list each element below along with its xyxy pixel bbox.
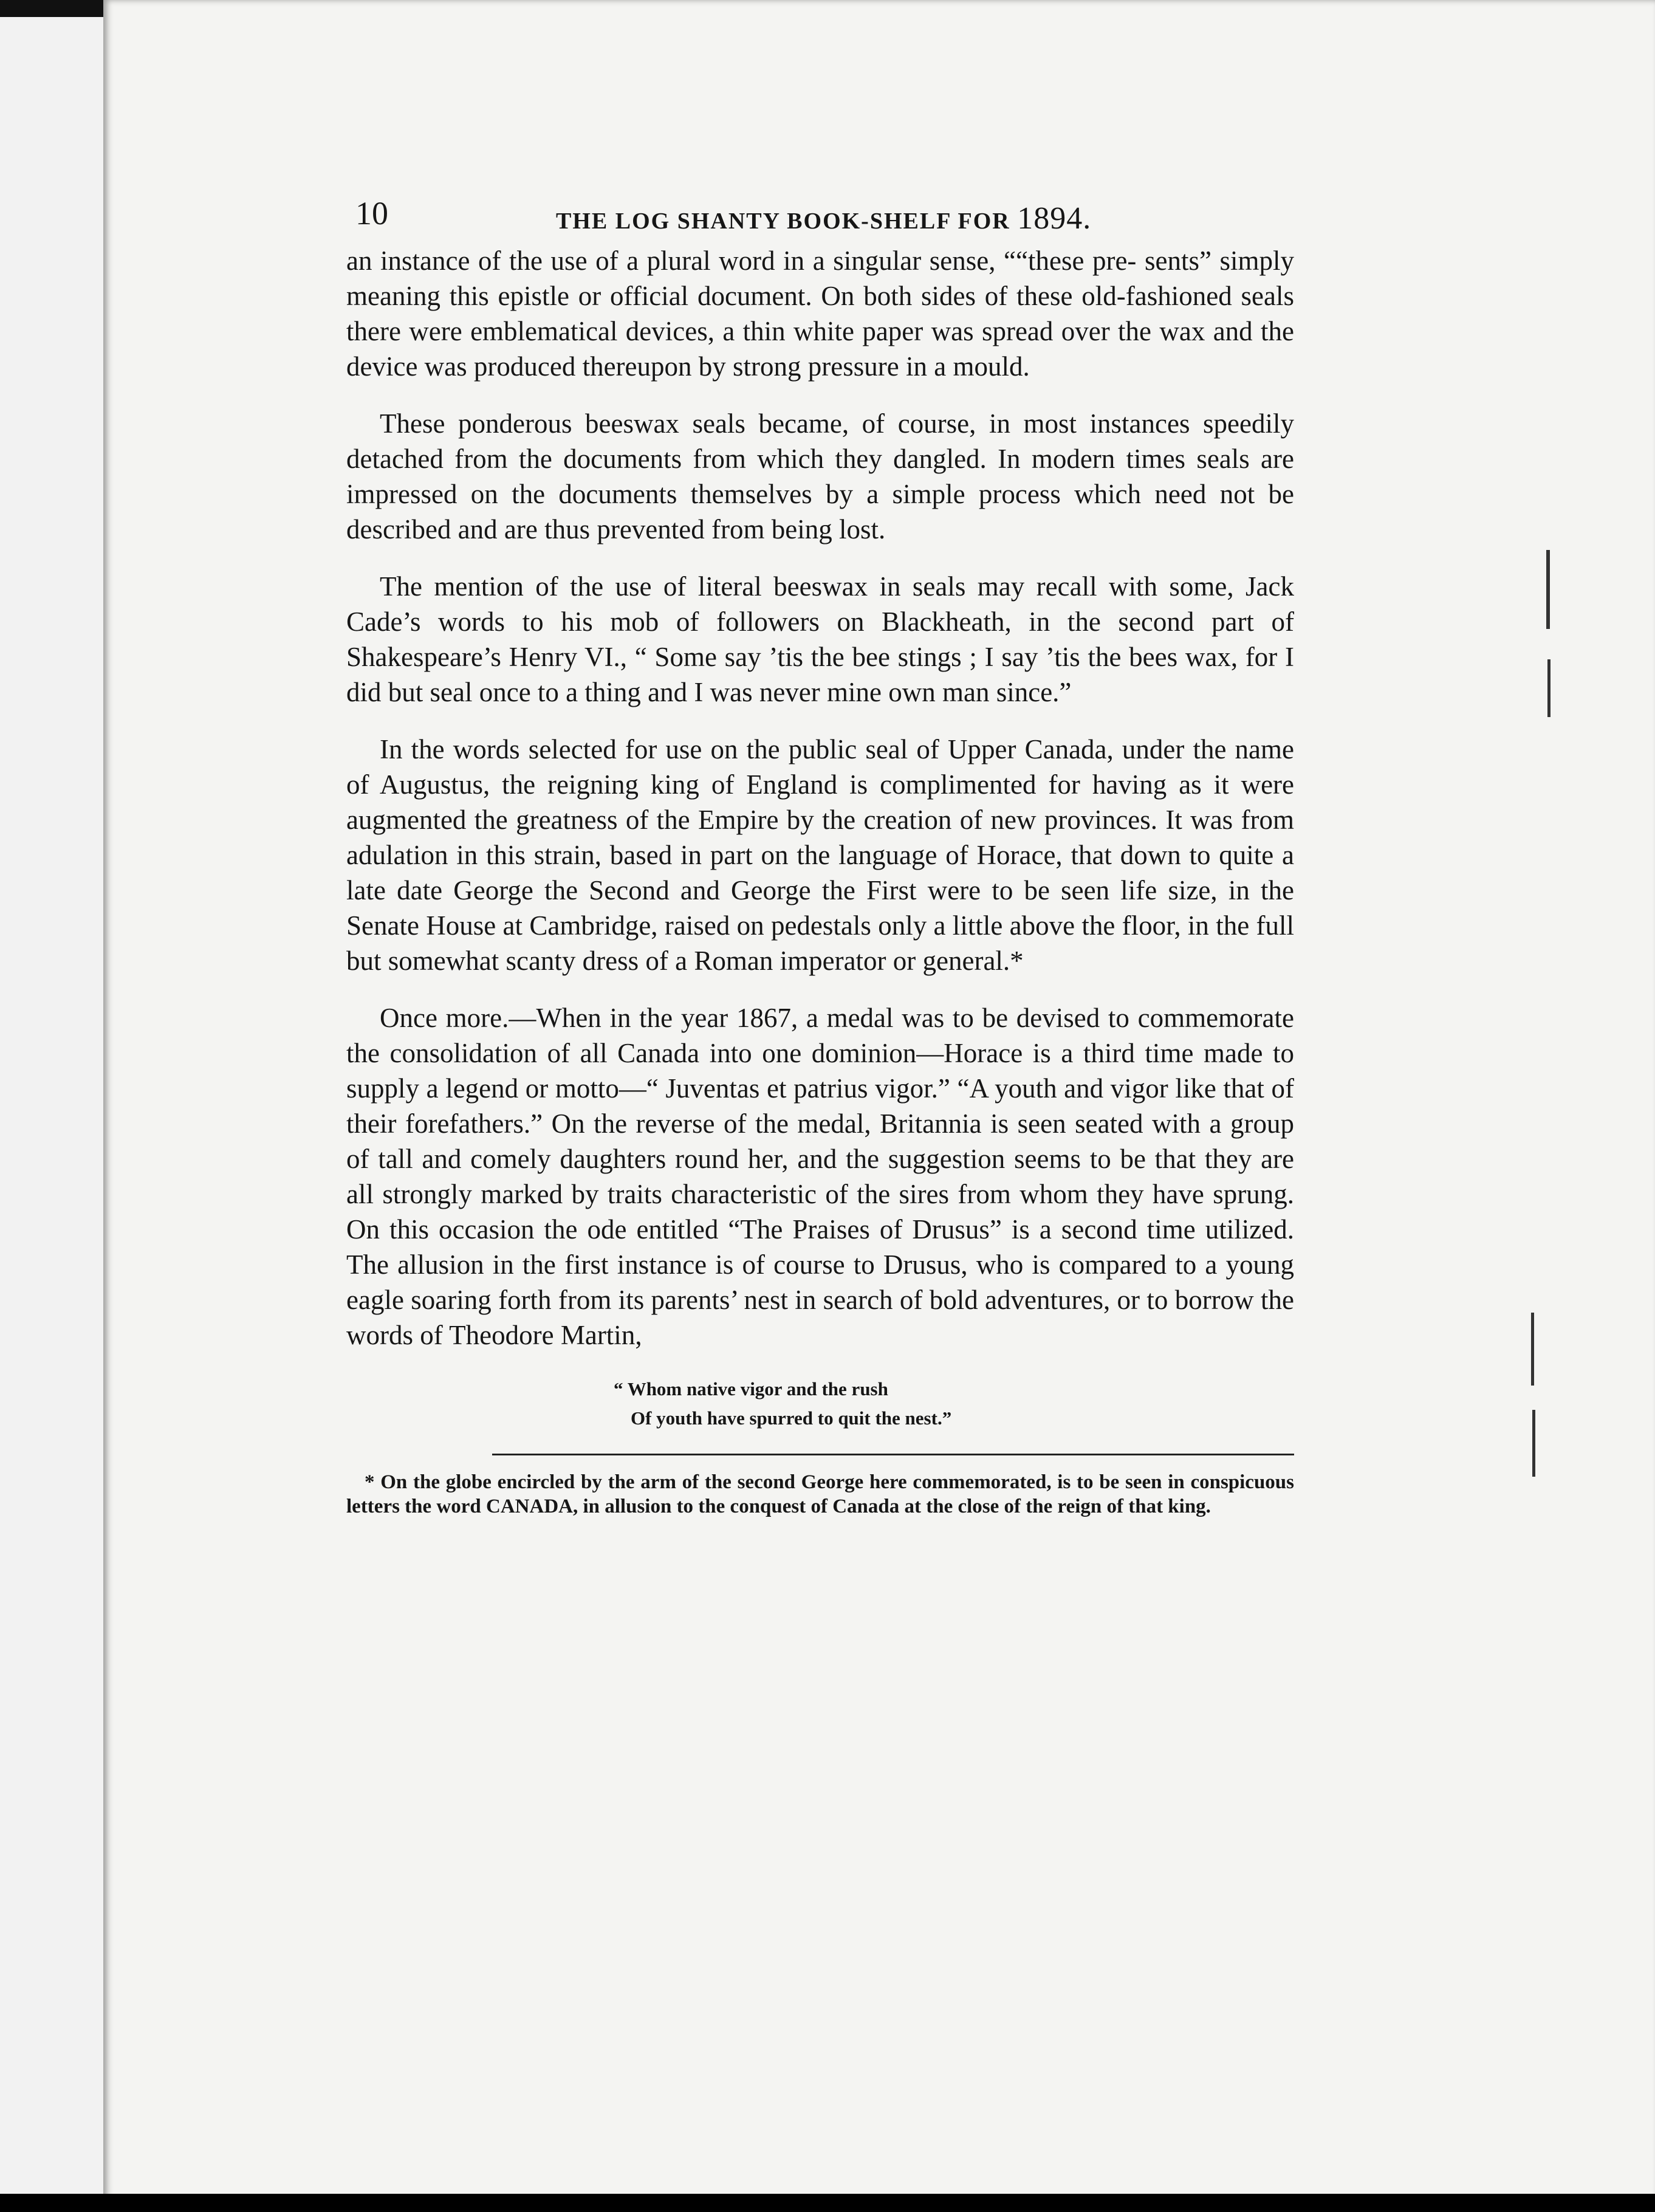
right-edge-mark [1531, 1313, 1534, 1386]
page-header [240, 194, 1309, 243]
paragraph: an instance of the use of a plural word in a singular sense, ““these pre- sents” simply meaning this epistle or official document. On both sides of these old-fashioned seals there were emblematical devices, a thin white paper was spread over the wax and the device was produced thereupon by strong pressure in a mould. [346, 246, 1294, 382]
footnote: * On the globe encircled by the arm of the second George here commemorated, is to be seen in conspicuous letters the word CANADA, in allusion to the conquest of Canada at the close of the reign of that king. [346, 1471, 1294, 1517]
verse-line: “ Whom native vigor and the rush [614, 1378, 888, 1400]
paragraph: In the words selected for use on the public seal of Upper Canada, under the name of Augustus, the reigning king of England is complimented for having as it were augmented the greatness of the Empire by the creation of new provinces. It was from adulation in this strain, based in part on the language of Horace, that down to quite a late date George the Second and George the First were to be seen life size, in the Senate House at Cambridge, raised on pedestals only a little above the floor, in the full but somewhat scanty dress of a Roman imperator or general.* [346, 734, 1294, 976]
right-edge-mark [1546, 550, 1550, 629]
running-head [556, 201, 1091, 236]
footnote-divider [492, 1454, 1294, 1455]
right-edge-mark [1547, 659, 1550, 717]
verse-quotation [614, 1375, 1309, 1433]
paragraph: The mention of the use of literal beeswax in seals may recall with some, Jack Cade’s words to his mob of followers on Blackheath, in the second part of Shakespeare’s Henry VI., “ Some say ’tis the bee stings ; I say ’tis the bees wax, for I did but seal once to a thing and I was never mine own man since.” [346, 571, 1294, 707]
running-year: 1894. [1017, 201, 1092, 236]
page-content [240, 194, 1309, 1519]
page-number: 10 [355, 195, 388, 232]
verse-line: Of youth have spurred to quit the nest.” [631, 1407, 952, 1429]
paragraph: These ponderous beeswax seals became, of course, in most instances speedily detached from the documents from which they dangled. In modern times seals are impressed on the documents themselves by a simple process which need not be described and are thus prevented from being lost. [346, 408, 1294, 544]
left-scan-margin [0, 0, 103, 2212]
bottom-scan-border [0, 2194, 1655, 2212]
paragraph: Once more.—When in the year 1867, a medal was to be devised to commemorate the consolidation of all Canada into one dominion—Horace is a third time made to supply a legend or motto—“ Juventas et patrius vigor.” “A youth and vigor like that of their forefathers.” On the reverse of the medal, Britannia is seen seated with a group of tall and comely daughters round her, and the suggestion seems to be that they are all strongly marked by traits characteristic of the sires from whom they have sprung. On this occasion the ode entitled “The Praises of Drusus” is a second time utilized. The allusion in the first instance is of course to Drusus, who is compared to a young eagle soaring forth from its parents’ nest in search of bold adventures, or to borrow the words of Theodore Martin, [346, 1003, 1294, 1350]
right-edge-mark [1532, 1410, 1535, 1477]
running-title: THE LOG SHANTY BOOK-SHELF FOR [556, 208, 1010, 234]
